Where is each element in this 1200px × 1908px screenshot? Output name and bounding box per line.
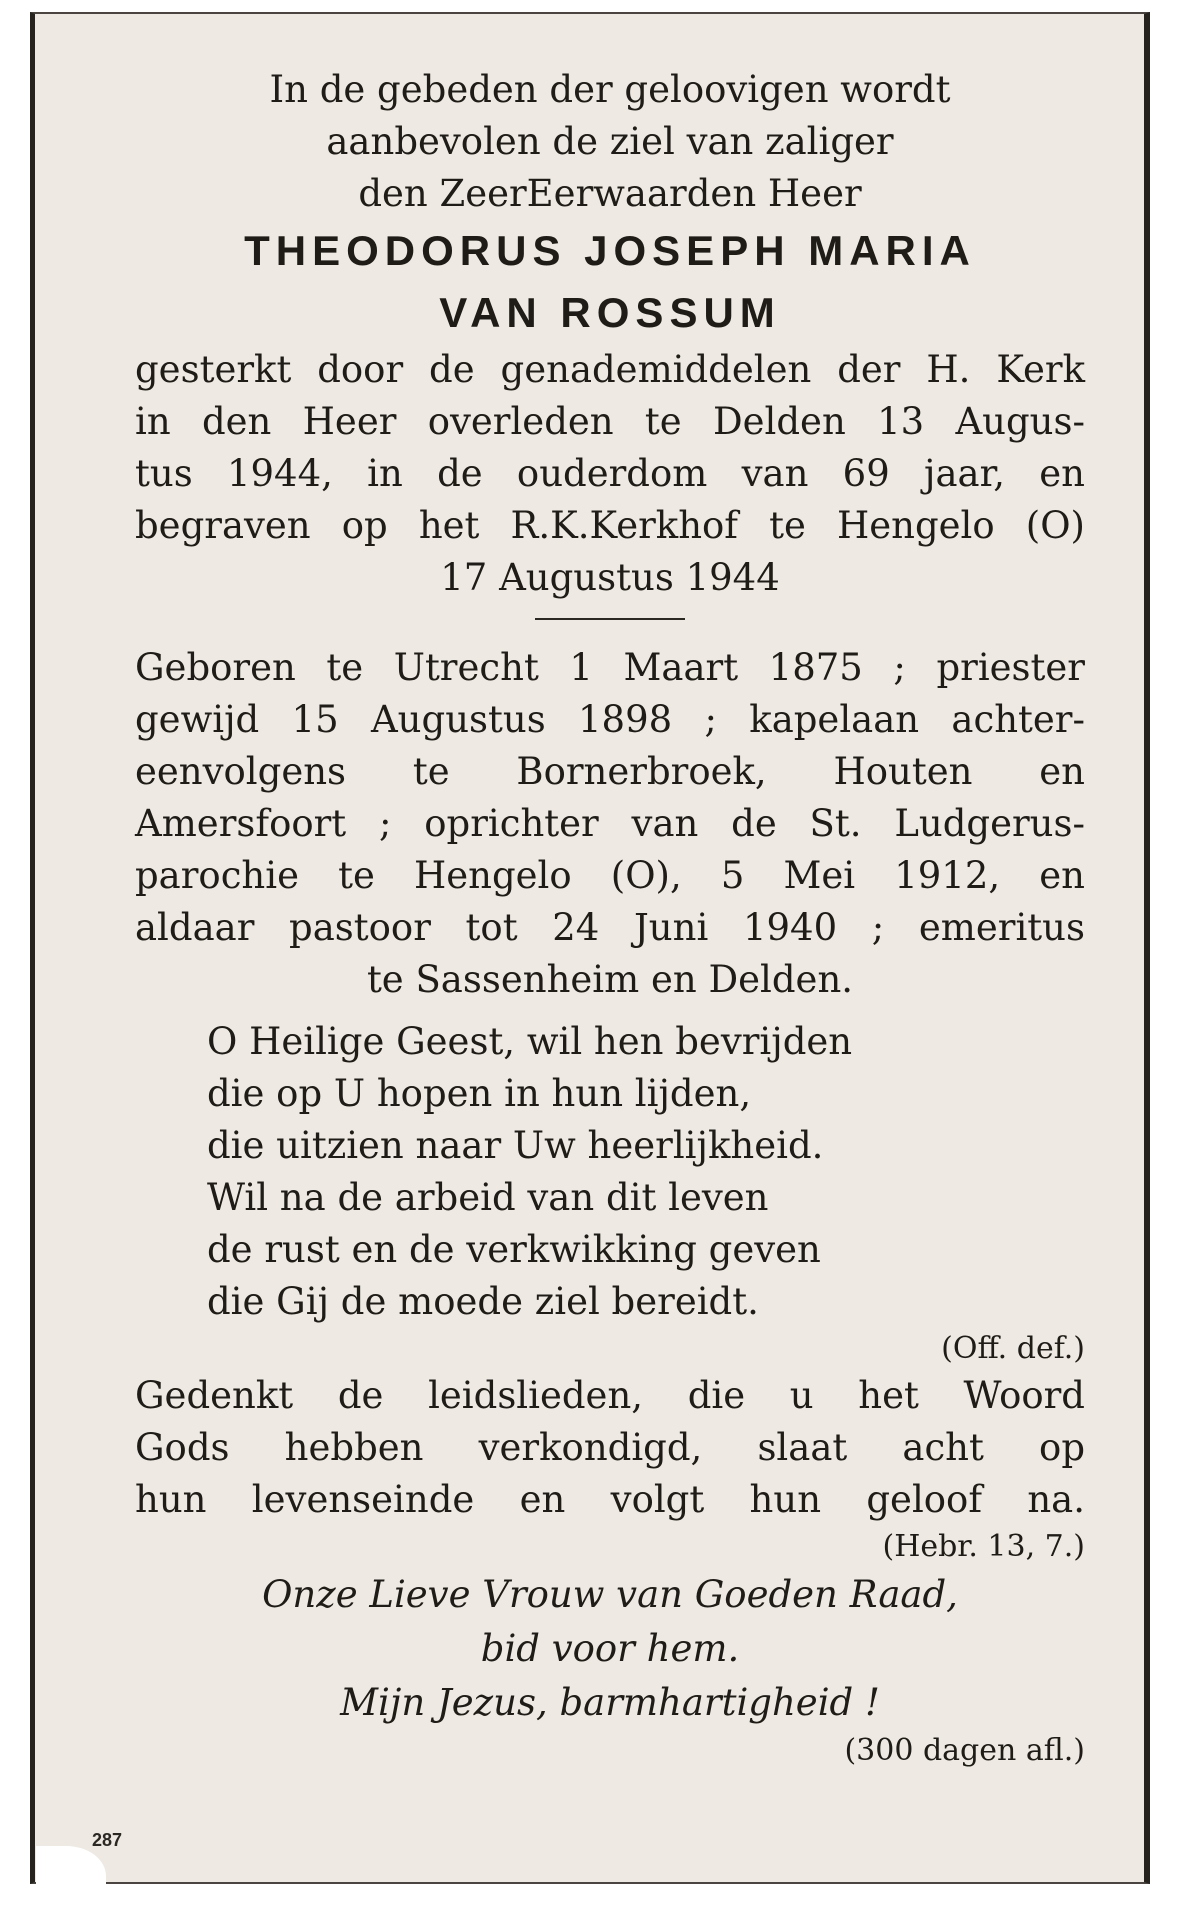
- scripture-quote: [135, 1370, 1085, 1568]
- biography-line: Geboren te Utrecht 1 Maart 1875 ; priester: [135, 646, 1085, 689]
- biography-line: eenvolgens te Bornerbroek, Houten en: [135, 750, 1085, 793]
- biography-line: gewijd 15 Augustus 1898 ; kapelaan achter-: [135, 698, 1085, 741]
- intro-line: aanbevolen de ziel van zaliger: [326, 120, 894, 163]
- print-number: 287: [92, 1830, 123, 1850]
- biography-line: te Sassenheim en Delden.: [366, 958, 854, 1001]
- prayer-line: de rust en de verkwikking geven: [207, 1228, 821, 1271]
- invocation-line: Mijn Jezus, barmhartigheid !: [340, 1681, 880, 1724]
- prayer-line: O Heilige Geest, wil hen bevrijden: [207, 1020, 853, 1063]
- notice-line: gesterkt door de genademiddelen der H. Kerk: [135, 348, 1085, 391]
- scripture-line: Gedenkt de leidslieden, die u het Woord: [135, 1374, 1085, 1417]
- invocation-line: Onze Lieve Vrouw van Goeden Raad,: [262, 1573, 958, 1616]
- invocation-line: bid voor hem.: [480, 1627, 740, 1670]
- deceased-name: [135, 220, 1085, 344]
- biography-line: aldaar pastoor tot 24 Juni 1940 ; emeritus: [135, 906, 1085, 949]
- death-notice: [135, 344, 1085, 604]
- scripture-line: hun levenseinde en volgt hun geloof na.: [135, 1478, 1085, 1521]
- scripture-line: Gods hebben verkondigd, slaat acht op: [135, 1426, 1085, 1469]
- prayer-line: die Gij de moede ziel bereidt.: [207, 1280, 759, 1323]
- memorial-card: [30, 12, 1150, 1884]
- indulgence-note: (300 dagen afl.): [844, 1733, 1085, 1768]
- prayer-verse: [135, 1016, 1085, 1370]
- card-text: [135, 64, 1085, 1772]
- biography-line: parochie te Hengelo (O), 5 Mei 1912, en: [135, 854, 1085, 897]
- biography-line: Amersfoort ; oprichter van de St. Ludgerus-: [135, 802, 1085, 845]
- section-divider: [535, 618, 685, 620]
- notice-line: tus 1944, in de ouderdom van 69 jaar, en: [135, 452, 1085, 495]
- scripture-source: (Hebr. 13, 7.): [882, 1529, 1085, 1564]
- notice-line: in den Heer overleden te Delden 13 Augus-: [135, 400, 1085, 443]
- biography: [135, 642, 1085, 1006]
- intro-block: [135, 64, 1085, 220]
- intro-line: In de gebeden der geloovigen wordt: [269, 68, 951, 111]
- invocation: [135, 1568, 1085, 1772]
- prayer-source: (Off. def.): [941, 1331, 1085, 1366]
- name-line: VAN ROSSUM: [439, 289, 781, 336]
- prayer-line: die uitzien naar Uw heerlijkheid.: [207, 1124, 824, 1167]
- prayer-line: die op U hopen in hun lijden,: [207, 1072, 752, 1115]
- intro-line: den ZeerEerwaarden Heer: [358, 172, 862, 215]
- prayer-line: Wil na de arbeid van dit leven: [207, 1176, 769, 1219]
- notice-line: 17 Augustus 1944: [440, 556, 780, 599]
- name-line: THEODORUS JOSEPH MARIA: [244, 227, 976, 274]
- notice-line: begraven op het R.K.Kerkhof te Hengelo (O): [135, 504, 1085, 547]
